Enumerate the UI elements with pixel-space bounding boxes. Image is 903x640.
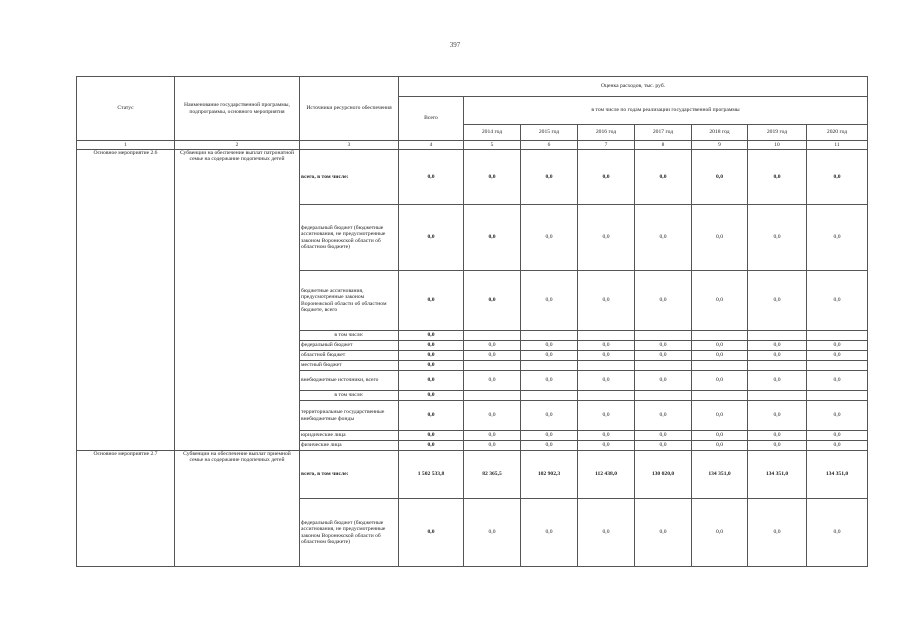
header-year: 2015 год (521, 125, 578, 141)
value-cell: 0,0 (748, 499, 807, 567)
value-cell: 0,0 (807, 441, 868, 451)
source-label: всего, в том числе: (300, 451, 399, 499)
value-cell: 0,0 (521, 431, 578, 441)
source-label: местный бюджет (300, 361, 399, 371)
value-cell: 0,0 (807, 150, 868, 205)
value-cell (521, 361, 578, 371)
header-year: 2017 год (635, 125, 692, 141)
value-cell (635, 391, 692, 401)
value-cell: 134 351,0 (692, 451, 748, 499)
value-cell: 0,0 (399, 271, 464, 331)
value-cell (692, 391, 748, 401)
event-name-cell: Субвенции на обеспечение выплат патронатной семье на содержание подопечных детей (175, 150, 300, 451)
value-cell: 0,0 (578, 205, 635, 271)
value-cell: 0,0 (635, 351, 692, 361)
value-cell: 0,0 (748, 205, 807, 271)
value-cell (464, 361, 521, 371)
value-cell: 0,0 (807, 431, 868, 441)
value-cell: 134 351,0 (807, 451, 868, 499)
value-cell: 0,0 (464, 271, 521, 331)
value-cell: 0,0 (692, 441, 748, 451)
value-cell: 0,0 (521, 205, 578, 271)
value-cell (692, 331, 748, 341)
value-cell: 0,0 (464, 351, 521, 361)
status-cell: Основное мероприятие 2.6 (77, 150, 175, 451)
value-cell: 0,0 (635, 371, 692, 391)
value-cell (578, 361, 635, 371)
expense-table (76, 76, 868, 567)
value-cell: 0,0 (635, 205, 692, 271)
value-cell: 0,0 (464, 401, 521, 431)
value-cell: 0,0 (748, 401, 807, 431)
source-label: внебюджетные источники, всего (300, 371, 399, 391)
value-cell: 0,0 (399, 431, 464, 441)
value-cell: 0,0 (748, 351, 807, 361)
value-cell (521, 391, 578, 401)
header-status: Статус (77, 77, 175, 141)
value-cell: 0,0 (578, 150, 635, 205)
column-index: 11 (807, 141, 868, 150)
value-cell: 0,0 (807, 401, 868, 431)
column-index: 7 (578, 141, 635, 150)
value-cell: 0,0 (692, 341, 748, 351)
value-cell: 0,0 (635, 441, 692, 451)
page-number: 397 (449, 41, 461, 49)
value-cell (578, 331, 635, 341)
source-label: федеральный бюджет (300, 341, 399, 351)
value-cell: 0,0 (464, 431, 521, 441)
value-cell: 0,0 (399, 341, 464, 351)
source-label: бюджетные ассигнования, предусмотренные законом Воронежской области об областном бюджете, всего (300, 271, 399, 331)
value-cell: 0,0 (807, 205, 868, 271)
column-index: 6 (521, 141, 578, 150)
value-cell: 0,0 (399, 331, 464, 341)
value-cell: 0,0 (692, 371, 748, 391)
source-label: в том числе: (300, 331, 399, 341)
value-cell: 0,0 (399, 391, 464, 401)
header-source: Источники ресурсного обеспечения (300, 77, 399, 141)
value-cell (748, 331, 807, 341)
value-cell: 0,0 (578, 351, 635, 361)
value-cell: 0,0 (578, 341, 635, 351)
value-cell: 0,0 (464, 499, 521, 567)
value-cell (464, 391, 521, 401)
value-cell: 0,0 (692, 271, 748, 331)
value-cell: 0,0 (521, 441, 578, 451)
value-cell: 1 502 533,8 (399, 451, 464, 499)
value-cell: 0,0 (464, 150, 521, 205)
value-cell: 0,0 (692, 351, 748, 361)
value-cell: 0,0 (748, 341, 807, 351)
header-year: 2019 год (748, 125, 807, 141)
header-name: Наименование государственной программы, подпрограммы, основного мероприятия (175, 77, 300, 141)
column-index: 8 (635, 141, 692, 150)
source-label: физические лица (300, 441, 399, 451)
value-cell (692, 361, 748, 371)
value-cell: 0,0 (399, 361, 464, 371)
value-cell: 130 020,0 (635, 451, 692, 499)
value-cell: 0,0 (521, 351, 578, 361)
column-index: 9 (692, 141, 748, 150)
value-cell: 0,0 (635, 499, 692, 567)
table-row (77, 451, 868, 499)
value-cell: 0,0 (748, 150, 807, 205)
value-cell: 0,0 (464, 205, 521, 271)
value-cell (521, 331, 578, 341)
column-index: 5 (464, 141, 521, 150)
value-cell: 0,0 (464, 441, 521, 451)
event-name-cell: Субвенции на обеспечение выплат приемной семье на содержание подопечных детей (175, 451, 300, 567)
header-estimate: Оценка расходов, тыс. руб. (399, 77, 868, 97)
value-cell (578, 391, 635, 401)
expense-table-container (76, 76, 867, 574)
value-cell: 0,0 (748, 371, 807, 391)
value-cell: 0,0 (635, 150, 692, 205)
value-cell: 0,0 (635, 431, 692, 441)
column-index: 10 (748, 141, 807, 150)
source-label: юридические лица (300, 431, 399, 441)
value-cell (635, 331, 692, 341)
value-cell: 0,0 (807, 341, 868, 351)
value-cell: 102 902,3 (521, 451, 578, 499)
value-cell: 0,0 (578, 401, 635, 431)
value-cell: 0,0 (635, 271, 692, 331)
value-cell: 0,0 (692, 499, 748, 567)
value-cell: 0,0 (399, 401, 464, 431)
value-cell: 0,0 (692, 150, 748, 205)
value-cell: 0,0 (464, 371, 521, 391)
value-cell (807, 331, 868, 341)
value-cell: 0,0 (578, 441, 635, 451)
header-year: 2020 год (807, 125, 868, 141)
value-cell: 0,0 (399, 351, 464, 361)
value-cell: 0,0 (521, 401, 578, 431)
value-cell: 0,0 (578, 431, 635, 441)
value-cell: 134 351,0 (748, 451, 807, 499)
source-label: всего, в том числе: (300, 150, 399, 205)
value-cell: 0,0 (692, 431, 748, 441)
value-cell: 0,0 (635, 401, 692, 431)
value-cell: 112 438,0 (578, 451, 635, 499)
value-cell: 0,0 (399, 150, 464, 205)
value-cell (748, 361, 807, 371)
value-cell: 0,0 (521, 271, 578, 331)
column-index: 3 (300, 141, 399, 150)
value-cell: 0,0 (399, 371, 464, 391)
source-label: федеральный бюджет (бюджетные ассигнования, не предусмотренные законом Воронежской области об областном бюджете) (300, 499, 399, 567)
header-year: 2014 год (464, 125, 521, 141)
source-label: территориальные государственные внебюджетные фонды (300, 401, 399, 431)
value-cell (807, 391, 868, 401)
source-label: федеральный бюджет (бюджетные ассигнования, не предусмотренные законом Воронежской области об областном бюджете) (300, 205, 399, 271)
header-year: 2016 год (578, 125, 635, 141)
value-cell: 0,0 (578, 499, 635, 567)
value-cell: 0,0 (748, 271, 807, 331)
value-cell: 0,0 (635, 341, 692, 351)
value-cell: 0,0 (399, 205, 464, 271)
header-year: 2018 год (692, 125, 748, 141)
column-index: 2 (175, 141, 300, 150)
source-label: в том числе: (300, 391, 399, 401)
value-cell: 0,0 (748, 441, 807, 451)
value-cell: 0,0 (807, 271, 868, 331)
value-cell (464, 331, 521, 341)
header-by-years: в том числе по годам реализации государственной программы (464, 97, 868, 125)
value-cell: 0,0 (807, 499, 868, 567)
value-cell: 0,0 (521, 150, 578, 205)
value-cell (635, 361, 692, 371)
value-cell: 0,0 (692, 401, 748, 431)
value-cell: 0,0 (399, 499, 464, 567)
value-cell: 0,0 (748, 431, 807, 441)
value-cell: 0,0 (521, 371, 578, 391)
table-row (77, 150, 868, 205)
value-cell: 0,0 (521, 341, 578, 351)
value-cell: 0,0 (521, 499, 578, 567)
value-cell: 0,0 (578, 271, 635, 331)
value-cell: 0,0 (692, 205, 748, 271)
value-cell: 0,0 (807, 351, 868, 361)
source-label: областной бюджет (300, 351, 399, 361)
value-cell: 0,0 (399, 441, 464, 451)
status-cell: Основное мероприятие 2.7 (77, 451, 175, 567)
value-cell: 0,0 (464, 341, 521, 351)
value-cell: 0,0 (578, 371, 635, 391)
value-cell (807, 361, 868, 371)
column-index: 4 (399, 141, 464, 150)
header-total: Всего (399, 97, 464, 141)
value-cell: 82 365,5 (464, 451, 521, 499)
value-cell (748, 391, 807, 401)
column-index-row (77, 141, 868, 150)
column-index: 1 (77, 141, 175, 150)
value-cell: 0,0 (807, 371, 868, 391)
